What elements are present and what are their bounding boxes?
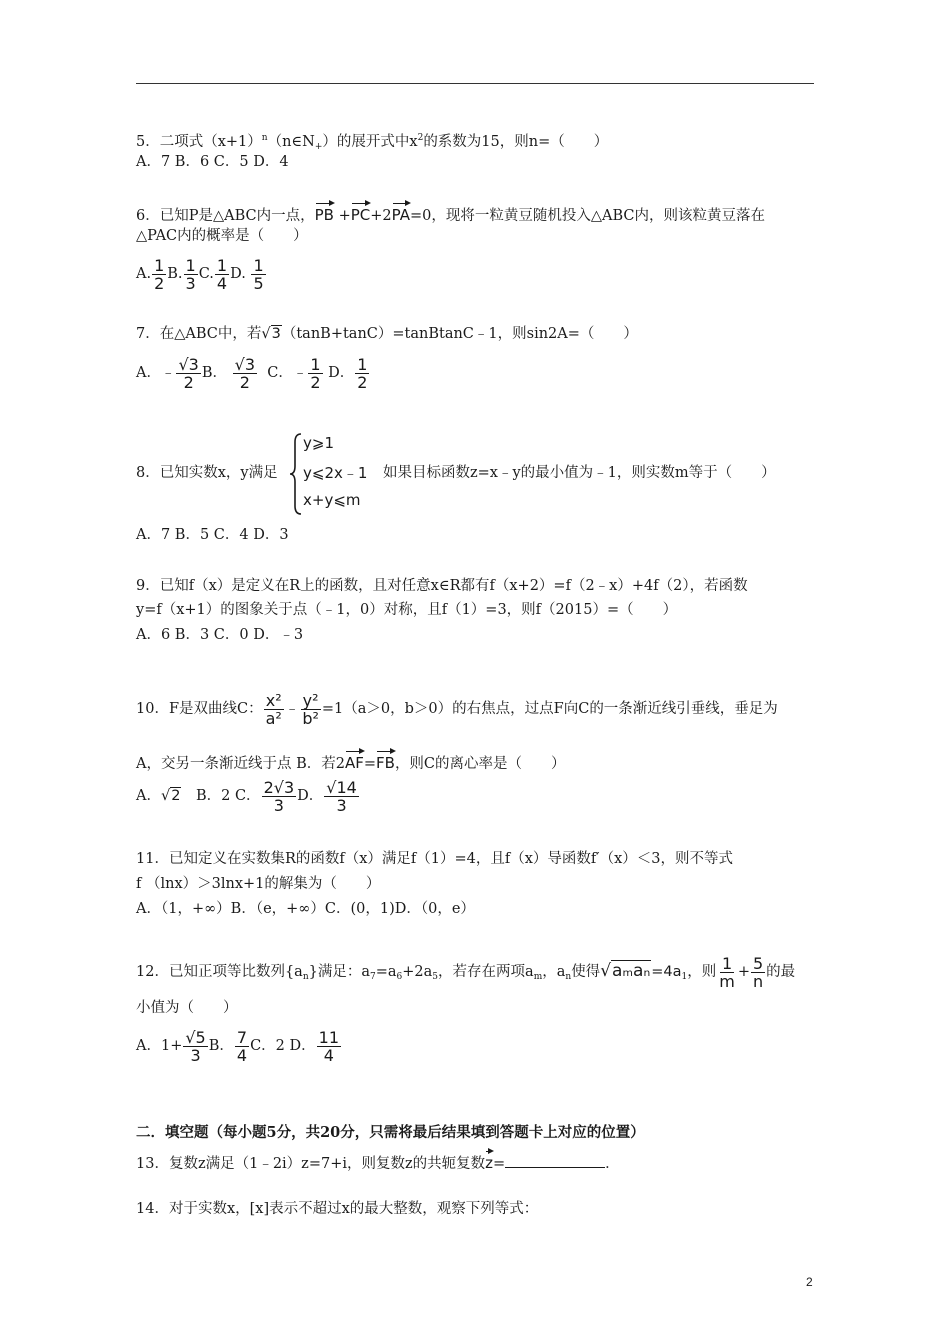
q12-text: 使得	[571, 964, 601, 980]
answer-blank[interactable]	[505, 1153, 605, 1168]
fraction	[300, 692, 321, 727]
q10-text: =1（a＞0，b＞0）的右焦点，过点F向C的一条渐近线引垂线，垂足为	[321, 701, 778, 717]
option-a: A.	[136, 266, 152, 282]
q12-text: +2a	[402, 964, 433, 980]
q12-text: +	[737, 964, 750, 980]
fraction	[717, 955, 737, 990]
section-heading: 二．填空题（每小题5分，共20分，只需将最后结果填到答题卡上对应的位置）	[136, 1124, 645, 1141]
q5-text: 5．二项式（x+1）	[136, 134, 262, 150]
radicand: 2	[171, 788, 181, 804]
q5-options: A．7 B．6 C．5 D．4	[136, 154, 289, 170]
q6-text: =0，现将一粒黄豆随机投入△ABC内，则该粒黄豆落在	[410, 208, 766, 224]
numerator: 1	[310, 354, 321, 374]
numerator: √3	[234, 354, 255, 374]
conjugate-z: z	[485, 1149, 493, 1173]
q11-stem: 11．已知定义在实数集R的函数f（x）满足f（1）=4，且f（x）导函数f′（x）＜3，则不等式	[136, 851, 733, 867]
option-b: B．	[208, 1038, 234, 1054]
denominator: 4	[216, 273, 228, 293]
numerator: 1	[154, 255, 165, 275]
fraction	[264, 692, 284, 727]
numerator: 2√3	[263, 777, 295, 797]
q5-sub: +	[314, 142, 323, 152]
option-d: D.	[230, 266, 246, 282]
subscript: m	[533, 972, 543, 982]
fraction	[262, 779, 297, 814]
q10-text: 10．F是双曲线C：	[136, 701, 263, 717]
denominator: a²	[265, 708, 282, 728]
q10-text: ﹣	[284, 701, 300, 717]
radicand: aₘaₙ	[612, 961, 651, 981]
denominator: 5	[253, 273, 264, 293]
q12-text: 的最	[766, 964, 796, 980]
q8-lead: 8．已知实数x，y满足	[136, 465, 278, 481]
denominator: 3	[336, 795, 347, 815]
q13-text: ．	[605, 1156, 620, 1172]
constraint-1: y⩾1	[303, 434, 334, 452]
q12-stem-line2: 小值为（ ）	[136, 1000, 238, 1016]
option-b-c: B．2 C．	[181, 788, 261, 804]
constraint-3: x+y⩽m	[303, 491, 361, 509]
page-number: 2	[806, 1275, 813, 1289]
q10-stem	[136, 688, 778, 730]
subscript: 7	[370, 972, 376, 982]
q11-stem-line2: f （lnx）＞3lnx+1的解集为（ ）	[136, 876, 381, 892]
subscript: n	[565, 972, 572, 982]
fraction	[355, 356, 369, 391]
q10-text: =	[363, 756, 377, 772]
denominator: 2	[239, 372, 250, 392]
numerator: x²	[265, 690, 282, 710]
q12-text: ，若存在两项a	[438, 964, 534, 980]
q6-stem-line2: △PAC内的概率是（ ）	[136, 228, 308, 244]
brace-icon	[289, 432, 303, 516]
q6-text: 6．已知P是△ABC内一点，	[136, 208, 315, 224]
denominator: b²	[302, 708, 319, 728]
fraction	[183, 1029, 207, 1064]
denominator: 2	[154, 273, 165, 293]
q10-stem-line2	[136, 749, 566, 774]
fraction	[176, 356, 200, 391]
subscript: n	[302, 972, 309, 982]
numerator: √3	[178, 354, 199, 374]
numerator: 11	[318, 1027, 339, 1047]
vector-pa: PA	[392, 201, 410, 225]
option-c-d: C．2 D．	[250, 1038, 316, 1054]
q12-text: ，a	[542, 964, 566, 980]
sqrt: √3	[261, 326, 281, 342]
q7-options	[136, 353, 370, 393]
numerator: 1	[721, 953, 733, 973]
numerator: 1	[253, 255, 264, 275]
radicand: 3	[271, 326, 281, 342]
q8-tail: 如果目标函数z=x﹣y的最小值为﹣1，则实数m等于（ ）	[383, 465, 776, 481]
fraction	[235, 1029, 249, 1064]
q8-options: A．7 B．5 C．4 D．3	[136, 527, 289, 543]
denominator: 3	[185, 273, 196, 293]
q5-text: 的系数为15，则n=（ ）	[423, 134, 609, 150]
option-d: D．	[297, 788, 324, 804]
q13-stem	[136, 1149, 620, 1174]
subscript: 1	[681, 972, 688, 982]
option-c: C.	[198, 266, 214, 282]
q14-stem: 14．对于实数x，[x]表示不超过x的最大整数，观察下列等式：	[136, 1201, 539, 1217]
denominator: 4	[236, 1045, 248, 1065]
q6-text: +	[333, 208, 351, 224]
option-b: B．	[201, 365, 228, 381]
q7-stem	[136, 324, 638, 344]
denominator: 4	[323, 1045, 334, 1065]
denominator: 2	[310, 372, 321, 392]
denominator: 3	[190, 1045, 201, 1065]
q5-text: （n∈N	[267, 134, 315, 150]
vector-pc: PC	[351, 201, 371, 225]
q7-text: （tanB+tanC）=tanBtanC﹣1，则sin2A=（ ）	[281, 326, 638, 342]
fraction	[215, 257, 229, 292]
q10-text: ，则C的离心率是（ ）	[394, 756, 566, 772]
numerator: 1	[216, 255, 228, 275]
denominator: 2	[357, 372, 368, 392]
q12-text: =4a	[651, 964, 682, 980]
vector-fb: FB	[376, 749, 395, 773]
numerator: y²	[302, 690, 319, 710]
numerator: √5	[185, 1027, 206, 1047]
option-a: A．1+	[136, 1038, 183, 1054]
fraction	[317, 1029, 341, 1064]
option-a: A．﹣	[136, 365, 176, 381]
vector-af: AF	[345, 749, 364, 773]
sqrt: √aₘaₙ	[600, 961, 651, 981]
q12-stem	[136, 951, 795, 997]
q6-stem	[136, 201, 765, 226]
q5-text: ）的展开式中x	[322, 134, 418, 150]
q9-stem-line2: y=f（x+1）的图象关于点（﹣1，0）对称，且f（1）=3，则f（2015）=（ ）	[136, 602, 678, 618]
numerator: 1	[357, 354, 368, 374]
fraction	[251, 257, 265, 292]
subscript: 5	[432, 972, 439, 982]
q10-text: A，交另一条渐近线于点 B．若2	[136, 756, 345, 772]
q12-text: ，则	[687, 964, 717, 980]
numerator: 1	[185, 255, 196, 275]
sqrt: √2	[160, 788, 181, 804]
option-c: C．﹣	[267, 365, 308, 381]
q13-text: =	[493, 1156, 506, 1172]
fraction	[751, 955, 765, 990]
q10-options	[136, 776, 360, 816]
denominator: 2	[183, 372, 194, 392]
denominator: m	[719, 971, 735, 991]
numerator: √14	[326, 777, 357, 797]
q9-stem: 9．已知f（x）是定义在R上的函数，且对任意x∈R都有f（x+2）=f（2﹣x）+4f（2），若函数	[136, 578, 748, 594]
option-d: D．	[328, 365, 355, 381]
q7-text: 7．在△ABC中，若	[136, 326, 262, 342]
header-rule	[136, 83, 814, 84]
fraction	[324, 779, 359, 814]
denominator: 3	[273, 795, 284, 815]
numerator: 7	[236, 1027, 248, 1047]
q5-exp: n	[261, 133, 268, 143]
q12-text: }满足：a	[308, 964, 370, 980]
vector-pb: PB	[315, 201, 334, 225]
option-b: B.	[167, 266, 183, 282]
q6-options	[136, 254, 267, 294]
q5-exp: 2	[417, 133, 424, 143]
q12-text: =a	[375, 964, 397, 980]
fraction	[184, 257, 198, 292]
constraint-2: y⩽2x﹣1	[303, 464, 368, 482]
q9-options: A．6 B．3 C．0 D．﹣3	[136, 627, 304, 643]
fraction	[233, 356, 257, 391]
q6-text: +2	[370, 208, 392, 224]
q12-options	[136, 1026, 342, 1066]
subscript: 6	[396, 972, 403, 982]
fraction	[308, 356, 322, 391]
q11-options: A．（1，+∞）B．（e，+∞）C．(0，1)D．（0，e）	[136, 901, 475, 917]
q12-text: 12．已知正项等比数列{a	[136, 964, 303, 980]
q13-text: 13．复数z满足（1﹣2i）z=7+i，则复数z的共轭复数	[136, 1156, 486, 1172]
numerator: 5	[752, 953, 764, 973]
denominator: n	[753, 971, 764, 991]
fraction	[152, 257, 166, 292]
option-a: A．	[136, 788, 161, 804]
